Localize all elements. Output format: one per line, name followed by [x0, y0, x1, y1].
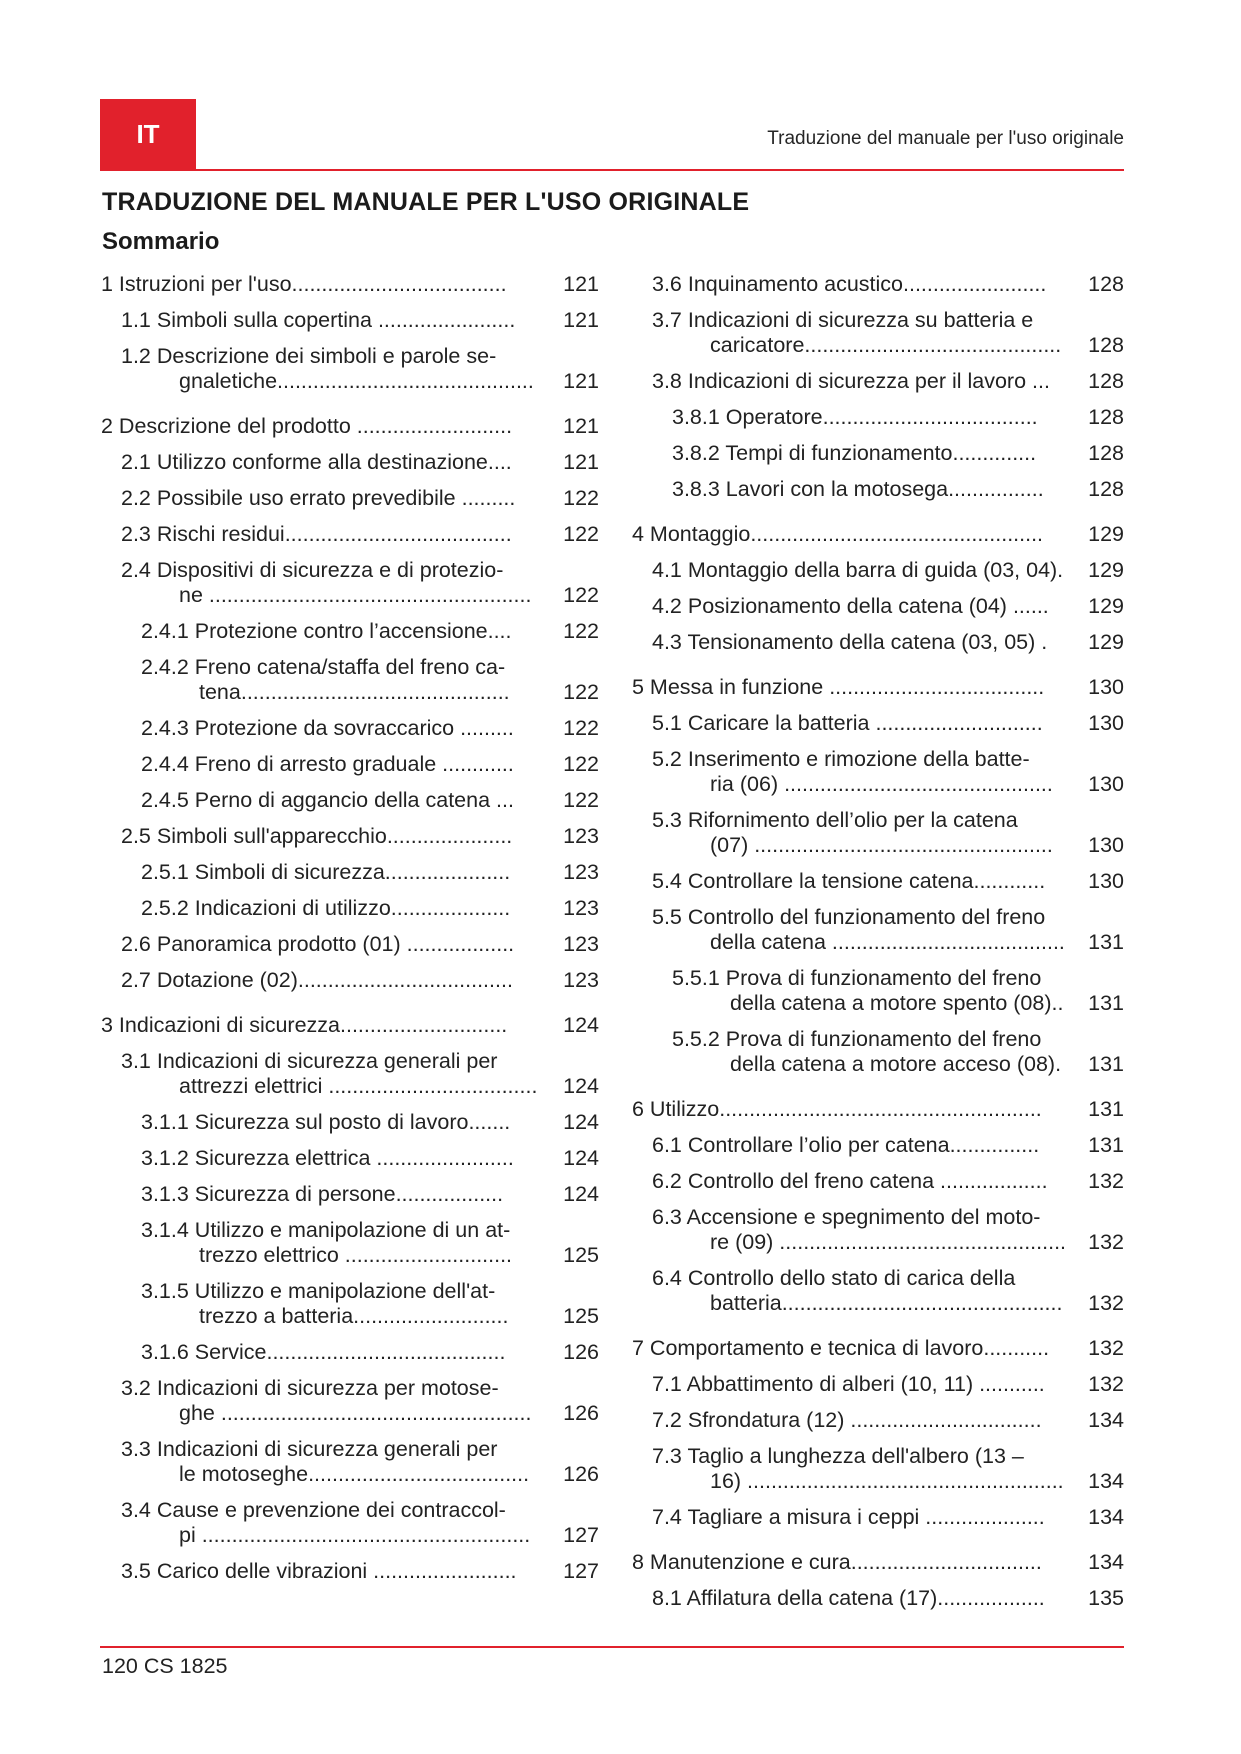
toc-entry-line: 3.1 Indicazioni di sicurezza generali per: [121, 1049, 498, 1073]
toc-entry-line: 7.1 Abbattimento di alberi (10, 11) ...........: [652, 1372, 1045, 1396]
toc-entry[interactable]: [101, 1498, 599, 1559]
toc-entry[interactable]: [632, 594, 1124, 630]
toc-entry-label: [652, 808, 1124, 858]
toc-entry-line: 6.4 Controllo dello stato di carica della: [652, 1266, 1016, 1290]
toc-entry-line: della catena a motore spento (08)..: [730, 991, 1064, 1015]
toc-entry-label: [101, 414, 599, 439]
toc-page-number: 124: [563, 1074, 599, 1098]
toc-entry[interactable]: [101, 824, 599, 860]
toc-entry[interactable]: [101, 272, 599, 308]
toc-page-number: 126: [563, 1401, 599, 1425]
toc-entry-line: 2.5.2 Indicazioni di utilizzo....................: [141, 896, 511, 920]
document-title: TRADUZIONE DEL MANUALE PER L'USO ORIGINALE: [102, 188, 750, 216]
toc-entry-label: [121, 824, 599, 849]
toc-page-number: 131: [1088, 1052, 1124, 1076]
toc-entry-line: 3.5 Carico delle vibrazioni ........................: [121, 1559, 517, 1583]
toc-entry[interactable]: [101, 450, 599, 486]
toc-entry-label: [652, 1169, 1124, 1194]
toc-entry[interactable]: [632, 675, 1124, 711]
toc-entry-label: [141, 788, 599, 813]
toc-entry-line: 1.2 Descrizione dei simboli e parole se-: [121, 344, 497, 368]
toc-entry[interactable]: [101, 860, 599, 896]
toc-entry-line: 3.1.6 Service........................................: [141, 1340, 506, 1364]
toc-page-number: 132: [1088, 1169, 1124, 1193]
toc-entry[interactable]: [632, 369, 1124, 405]
toc-entry-label: [672, 441, 1124, 466]
toc-entry-line: 3.2 Indicazioni di sicurezza per motose-: [121, 1376, 499, 1400]
toc-page-number: 129: [1088, 522, 1124, 546]
toc-entry[interactable]: [632, 1027, 1124, 1088]
toc-entry-line: 5.5 Controllo del funzionamento del freno: [652, 905, 1046, 929]
toc-entry[interactable]: [101, 1110, 599, 1146]
toc-entry[interactable]: [632, 1586, 1124, 1622]
toc-entry[interactable]: [632, 1444, 1124, 1505]
toc-entry-line: 4.1 Montaggio della barra di guida (03, 04).: [652, 558, 1064, 582]
toc-entry-line: 2.6 Panoramica prodotto (01) ..................: [121, 932, 515, 956]
toc-entry-line: 3.1.4 Utilizzo e manipolazione di un at-: [141, 1218, 511, 1242]
toc-entry[interactable]: [101, 752, 599, 788]
toc-page-number: 122: [563, 788, 599, 812]
toc-entry-line: 8 Manutenzione e cura................................: [632, 1550, 1042, 1574]
toc-entry-label: [101, 1013, 599, 1038]
toc-entry-line: ghe ....................................................: [179, 1401, 532, 1425]
toc-entry[interactable]: [632, 869, 1124, 905]
toc-entry-label: [652, 558, 1124, 583]
toc-page-number: 122: [563, 716, 599, 740]
toc-entry-line: 4.3 Tensionamento della catena (03, 05) .: [652, 630, 1048, 654]
toc-entry-line: 6.2 Controllo del freno catena ..................: [652, 1169, 1048, 1193]
toc-page-number: 124: [563, 1182, 599, 1206]
toc-entry-line: 7.2 Sfrondatura (12) ................................: [652, 1408, 1042, 1432]
toc-entry-line: 6.3 Accensione e spegnimento del moto-: [652, 1205, 1041, 1229]
toc-entry-label: [652, 711, 1124, 736]
toc-page-number: 130: [1088, 833, 1124, 857]
toc-page-number: 131: [1088, 991, 1124, 1015]
toc-entry-label: [632, 1336, 1124, 1361]
toc-entry-line: 7.3 Taglio a lunghezza dell'albero (13 –: [652, 1444, 1024, 1468]
toc-page-number: 131: [1088, 1133, 1124, 1157]
toc-entry[interactable]: [632, 558, 1124, 594]
toc-page-number: 132: [1088, 1291, 1124, 1315]
toc-page-number: 129: [1088, 594, 1124, 618]
toc-entry[interactable]: [632, 1505, 1124, 1541]
toc-entry[interactable]: [101, 1218, 599, 1279]
toc-entry-line: 3.1.1 Sicurezza sul posto di lavoro.......: [141, 1110, 511, 1134]
toc-page-number: 121: [563, 272, 599, 296]
toc-page-number: 128: [1088, 272, 1124, 296]
toc-entry-line: 3.4 Cause e prevenzione dei contraccol-: [121, 1498, 506, 1522]
toc-entry[interactable]: [632, 272, 1124, 308]
toc-entry-label: [121, 558, 599, 608]
toc-page-number: 126: [563, 1462, 599, 1486]
toc-entry[interactable]: [101, 308, 599, 344]
toc-entry-label: [141, 1218, 599, 1268]
toc-entry-line: 4.2 Posizionamento della catena (04) ......: [652, 594, 1049, 618]
toc-entry-label: [141, 1110, 599, 1135]
toc-page-number: 135: [1088, 1586, 1124, 1610]
toc-page-number: 122: [563, 752, 599, 776]
toc-entry-label: [672, 966, 1124, 1016]
toc-entry-line: della catena a motore acceso (08).: [730, 1052, 1062, 1076]
toc-page-number: 123: [563, 932, 599, 956]
toc-entry[interactable]: [632, 966, 1124, 1027]
toc-entry-label: [672, 1027, 1124, 1077]
toc-entry-line: 5.5.1 Prova di funzionamento del freno: [672, 966, 1042, 990]
toc-entry[interactable]: [632, 1133, 1124, 1169]
toc-left-column: [101, 272, 599, 1595]
toc-entry-line: 5.3 Rifornimento dell’olio per la catena: [652, 808, 1018, 832]
toc-entry-label: [652, 1586, 1124, 1611]
toc-entry-label: [652, 1505, 1124, 1530]
toc-entry[interactable]: [632, 1550, 1124, 1586]
toc-entry-line: re (09) ................................................: [710, 1230, 1067, 1254]
toc-entry-line: batteria...............................................: [710, 1291, 1063, 1315]
toc-entry-line: 2.4.2 Freno catena/staffa del freno ca-: [141, 655, 506, 679]
toc-entry-line: pi .......................................................: [179, 1523, 531, 1547]
toc-page-number: 132: [1088, 1336, 1124, 1360]
toc-entry-line: trezzo a batteria..........................: [199, 1304, 509, 1328]
toc-entry-line: le motoseghe.....................................: [179, 1462, 530, 1486]
toc-entry-line: 3.1.5 Utilizzo e manipolazione dell'at-: [141, 1279, 496, 1303]
toc-page-number: 124: [563, 1110, 599, 1134]
toc-page-number: 132: [1088, 1230, 1124, 1254]
toc-page-number: 130: [1088, 711, 1124, 735]
toc-page-number: 129: [1088, 558, 1124, 582]
toc-entry-line: 7 Comportamento e tecnica di lavoro...........: [632, 1336, 1050, 1360]
toc-page-number: 123: [563, 824, 599, 848]
toc-entry-line: (07) ..................................................: [710, 833, 1053, 857]
toc-entry-line: gnaletiche...........................................: [179, 369, 534, 393]
toc-entry-label: [101, 272, 599, 297]
toc-entry-line: 1 Istruzioni per l'uso....................................: [101, 272, 507, 296]
toc-entry-line: trezzo elettrico ............................: [199, 1243, 513, 1267]
toc-page-number: 134: [1088, 1550, 1124, 1574]
toc-entry-line: 1.1 Simboli sulla copertina .......................: [121, 308, 516, 332]
toc-entry-line: 3 Indicazioni di sicurezza............................: [101, 1013, 508, 1037]
toc-entry-label: [121, 968, 599, 993]
footer-divider: [100, 1646, 1124, 1648]
toc-page-number: 121: [563, 369, 599, 393]
header-title: Traduzione del manuale per l'uso originale: [767, 128, 1124, 149]
toc-page-number: 134: [1088, 1505, 1124, 1529]
toc-page-number: 123: [563, 896, 599, 920]
toc-entry[interactable]: [101, 1182, 599, 1218]
toc-entry-line: 5.2 Inserimento e rimozione della batte-: [652, 747, 1030, 771]
toc-entry-label: [141, 619, 599, 644]
toc-entry[interactable]: [101, 486, 599, 522]
toc-entry-line: 2.2 Possibile uso errato prevedibile .........: [121, 486, 516, 510]
toc-entry[interactable]: [101, 344, 599, 405]
toc-entry-label: [672, 477, 1124, 502]
toc-page-number: 123: [563, 860, 599, 884]
toc-entry-line: tena.............................................: [199, 680, 510, 704]
toc-entry-line: 3.7 Indicazioni di sicurezza su batteria e: [652, 308, 1034, 332]
toc-entry-label: [141, 752, 599, 777]
toc-page-number: 130: [1088, 869, 1124, 893]
toc-entry-line: 2 Descrizione del prodotto ..........................: [101, 414, 513, 438]
toc-entry-line: 2.4.5 Perno di aggancio della catena ...: [141, 788, 514, 812]
toc-entry-line: 3.6 Inquinamento acustico........................: [652, 272, 1047, 296]
toc-entry-label: [652, 747, 1124, 797]
toc-page-number: 128: [1088, 405, 1124, 429]
toc-page-number: 121: [563, 308, 599, 332]
toc-entry[interactable]: [101, 1279, 599, 1340]
toc-entry-label: [121, 486, 599, 511]
toc-entry-label: [141, 1182, 599, 1207]
toc-entry-line: 2.4.1 Protezione contro l’accensione....: [141, 619, 512, 643]
toc-entry-label: [652, 1372, 1124, 1397]
toc-entry[interactable]: [632, 405, 1124, 441]
toc-entry-label: [672, 405, 1124, 430]
toc-entry-label: [121, 450, 599, 475]
toc-page-number: 122: [563, 619, 599, 643]
toc-entry-line: 3.8.3 Lavori con la motosega................: [672, 477, 1044, 501]
toc-entry-line: 5.1 Caricare la batteria ............................: [652, 711, 1043, 735]
toc-page-number: 134: [1088, 1469, 1124, 1493]
toc-entry-label: [632, 522, 1124, 547]
toc-page-number: 128: [1088, 369, 1124, 393]
toc-page-number: 132: [1088, 1372, 1124, 1396]
toc-entry-line: 2.1 Utilizzo conforme alla destinazione....: [121, 450, 512, 474]
language-tab: IT: [100, 99, 196, 169]
toc-entry[interactable]: [632, 477, 1124, 513]
toc-entry-label: [121, 1498, 599, 1548]
toc-entry-line: 2.5 Simboli sull'apparecchio.....................: [121, 824, 513, 848]
toc-entry-label: [141, 860, 599, 885]
toc-entry-label: [121, 344, 599, 394]
toc-entry-line: attrezzi elettrici ...................................: [179, 1074, 538, 1098]
toc-entry[interactable]: [101, 932, 599, 968]
toc-page-number: 121: [563, 450, 599, 474]
toc-entry-line: ria (06) .............................................: [710, 772, 1053, 796]
toc-entry-line: 5 Messa in funzione ....................................: [632, 675, 1045, 699]
toc-entry[interactable]: [101, 655, 599, 716]
toc-entry-label: [121, 1437, 599, 1487]
toc-entry[interactable]: [632, 1336, 1124, 1372]
toc-entry[interactable]: [632, 522, 1124, 558]
toc-entry-label: [121, 522, 599, 547]
toc-entry-label: [652, 1408, 1124, 1433]
toc-entry-label: [652, 869, 1124, 894]
footer-page-label: 120 CS 1825: [102, 1654, 228, 1678]
toc-entry-line: 3.8 Indicazioni di sicurezza per il lavoro ...: [652, 369, 1050, 393]
toc-page-number: 134: [1088, 1408, 1124, 1432]
toc-right-column: [632, 272, 1124, 1622]
toc-entry-line: 6 Utilizzo......................................................: [632, 1097, 1042, 1121]
toc-entry-label: [632, 1097, 1124, 1122]
toc-entry-line: 8.1 Affilatura della catena (17)..................: [652, 1586, 1045, 1610]
toc-entry[interactable]: [632, 1205, 1124, 1266]
toc-entry-label: [652, 272, 1124, 297]
toc-entry-line: della catena .......................................: [710, 930, 1065, 954]
toc-entry-line: 6.1 Controllare l’olio per catena...............: [652, 1133, 1040, 1157]
toc-entry-label: [121, 1559, 599, 1584]
toc-entry[interactable]: [101, 1376, 599, 1437]
toc-entry[interactable]: [101, 1559, 599, 1595]
toc-page-number: 128: [1088, 477, 1124, 501]
toc-entry[interactable]: [101, 968, 599, 1004]
toc-page-number: 122: [563, 680, 599, 704]
toc-entry[interactable]: [632, 1408, 1124, 1444]
toc-entry[interactable]: [632, 1097, 1124, 1133]
toc-entry[interactable]: [632, 747, 1124, 808]
toc-entry-label: [632, 675, 1124, 700]
toc-entry[interactable]: [101, 619, 599, 655]
toc-entry[interactable]: [101, 896, 599, 932]
toc-entry-label: [652, 1205, 1124, 1255]
toc-entry-line: 2.4.3 Protezione da sovraccarico .........: [141, 716, 514, 740]
toc-entry[interactable]: [632, 905, 1124, 966]
toc-entry-line: 2.7 Dotazione (02)....................................: [121, 968, 513, 992]
toc-entry-label: [632, 1550, 1124, 1575]
toc-entry-label: [141, 1146, 599, 1171]
toc-entry-line: 2.4.4 Freno di arresto graduale ............: [141, 752, 514, 776]
toc-entry-line: 3.3 Indicazioni di sicurezza generali per: [121, 1437, 498, 1461]
toc-entry-label: [652, 369, 1124, 394]
toc-page-number: 122: [563, 522, 599, 546]
toc-entry-label: [121, 308, 599, 333]
toc-page-number: 126: [563, 1340, 599, 1364]
toc-entry-label: [652, 594, 1124, 619]
toc-entry-line: 3.8.2 Tempi di funzionamento..............: [672, 441, 1037, 465]
toc-page-number: 129: [1088, 630, 1124, 654]
toc-entry-label: [121, 1049, 599, 1099]
toc-entry[interactable]: [632, 1266, 1124, 1327]
toc-entry-line: 7.4 Tagliare a misura i ceppi ....................: [652, 1505, 1045, 1529]
toc-entry[interactable]: [632, 441, 1124, 477]
toc-entry-line: caricatore...........................................: [710, 333, 1062, 357]
toc-entry-label: [652, 1266, 1124, 1316]
toc-entry-line: 4 Montaggio.................................................: [632, 522, 1044, 546]
toc-page-number: 130: [1088, 675, 1124, 699]
toc-entry-label: [141, 655, 599, 705]
toc-page-number: 122: [563, 583, 599, 607]
toc-entry[interactable]: [632, 1372, 1124, 1408]
toc-entry-label: [141, 1279, 599, 1329]
toc-entry[interactable]: [101, 716, 599, 752]
toc-page-number: 125: [563, 1304, 599, 1328]
toc-entry[interactable]: [101, 788, 599, 824]
toc-entry-line: 3.1.3 Sicurezza di persone..................: [141, 1182, 504, 1206]
toc-entry-label: [121, 932, 599, 957]
toc-page-number: 123: [563, 968, 599, 992]
toc-entry-line: 16) .....................................................: [710, 1469, 1064, 1493]
toc-title: Sommario: [102, 228, 220, 255]
toc-page-number: 128: [1088, 441, 1124, 465]
toc-entry-label: [141, 896, 599, 921]
toc-page-number: 127: [563, 1523, 599, 1547]
toc-page-number: 124: [563, 1146, 599, 1170]
toc-entry[interactable]: [632, 711, 1124, 747]
toc-entry-label: [141, 716, 599, 741]
toc-entry[interactable]: [101, 1340, 599, 1376]
toc-entry-line: 2.3 Rischi residui......................................: [121, 522, 512, 546]
toc-page-number: 130: [1088, 772, 1124, 796]
toc-entry-label: [652, 905, 1124, 955]
toc-page-number: 124: [563, 1013, 599, 1037]
toc-entry[interactable]: [101, 522, 599, 558]
toc-entry[interactable]: [101, 1049, 599, 1110]
toc-entry[interactable]: [632, 630, 1124, 666]
toc-entry[interactable]: [101, 1437, 599, 1498]
toc-entry[interactable]: [632, 308, 1124, 369]
toc-entry-line: 3.8.1 Operatore....................................: [672, 405, 1038, 429]
toc-entry-label: [652, 630, 1124, 655]
toc-entry-label: [652, 1444, 1124, 1494]
toc-entry[interactable]: [632, 808, 1124, 869]
toc-entry[interactable]: [101, 414, 599, 450]
toc-entry-line: 3.1.2 Sicurezza elettrica .......................: [141, 1146, 514, 1170]
toc-entry[interactable]: [101, 558, 599, 619]
toc-page-number: 125: [563, 1243, 599, 1267]
toc-entry-label: [141, 1340, 599, 1365]
toc-entry[interactable]: [101, 1013, 599, 1049]
toc-page-number: 121: [563, 414, 599, 438]
toc-entry-label: [121, 1376, 599, 1426]
toc-entry-line: 2.4 Dispositivi di sicurezza e di protezio-: [121, 558, 504, 582]
toc-page-number: 131: [1088, 930, 1124, 954]
toc-entry-label: [652, 1133, 1124, 1158]
toc-entry-line: ne ......................................................: [179, 583, 532, 607]
toc-page-number: 122: [563, 486, 599, 510]
toc-page-number: 131: [1088, 1097, 1124, 1121]
toc-entry[interactable]: [101, 1146, 599, 1182]
toc-entry-line: 5.4 Controllare la tensione catena............: [652, 869, 1046, 893]
toc-page-number: 128: [1088, 333, 1124, 357]
header-divider: [100, 169, 1124, 171]
toc-entry-label: [652, 308, 1124, 358]
toc-entry-line: 2.5.1 Simboli di sicurezza.....................: [141, 860, 511, 884]
toc-entry-line: 5.5.2 Prova di funzionamento del freno: [672, 1027, 1042, 1051]
toc-page-number: 127: [563, 1559, 599, 1583]
toc-entry[interactable]: [632, 1169, 1124, 1205]
